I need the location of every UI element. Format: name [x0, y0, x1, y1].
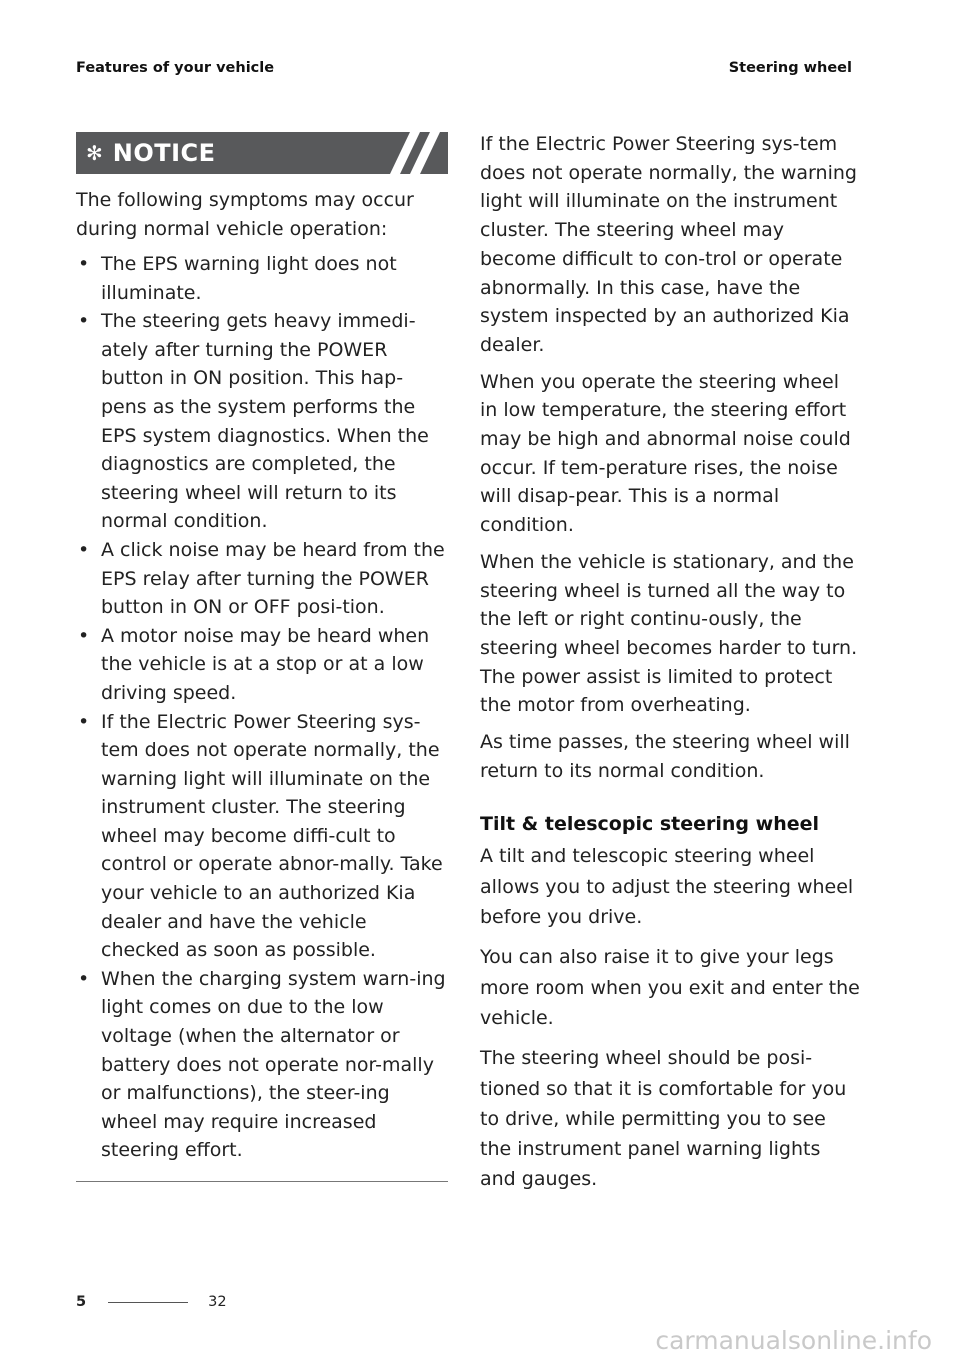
- body-paragraph: As time passes, the steering wheel will return to its normal condition.: [480, 731, 850, 782]
- body-paragraph: If the Electric Power Steering sys-tem does not operate normally, the warning light will illuminate on the instrument cluster. The steering wheel may become difficult to con-trol or operate abnormally. In this case, have the system inspected by an authorized Kia dealer.: [480, 133, 857, 356]
- body-text-column: [480, 130, 860, 1205]
- running-header-topic: Steering wheel: [728, 60, 852, 76]
- page-number: 32: [208, 1294, 227, 1310]
- body-paragraph: The steering wheel should be posi-tioned so that it is comfortable for you to drive, while permitting you to see the instrument panel warning lights and gauges.: [480, 1047, 847, 1191]
- list-item: • When the charging system warn-ing light comes on due to the low voltage (when the alternator or battery does not operate nor-mally or malfunctions), the steer-ing wheel may require increased steering effort.: [78, 967, 446, 1162]
- body-paragraph: A tilt and telescopic steering wheel allows you to adjust the steering wheel before you drive.: [480, 845, 854, 929]
- list-item: • A motor noise may be heard when the vehicle is at a stop or at a low driving speed.: [78, 624, 430, 704]
- list-item: • A click noise may be heard from the EPS relay after turning the POWER button in ON or OFF posi-tion.: [78, 538, 445, 619]
- notice-intro: The following symptoms may occur during normal vehicle operation:: [76, 189, 414, 240]
- running-header-section: Features of your vehicle: [76, 60, 275, 76]
- section-heading: Tilt & telescopic steering wheel: [480, 813, 820, 836]
- body-paragraph: When the vehicle is stationary, and the steering wheel is turned all the way to the left or right continu-ously, the steering wheel becomes harder to turn. The power assist is limited to protect the motor from overheating.: [480, 550, 858, 717]
- asterisk-icon: ✻: [86, 141, 103, 165]
- list-item: • If the Electric Power Steering sys-tem does not operate normally, the warning light will illuminate on the instrument cluster. The steering wheel may become diffi-cult to control or operate abnor-mally. Take your vehicle to an authorized Kia dealer and have the vehicle checked as soon as possible.: [78, 710, 443, 962]
- chapter-number: 5: [76, 1294, 87, 1310]
- footer-rule: [108, 1302, 188, 1303]
- notice-banner: [76, 132, 448, 174]
- body-paragraph: You can also raise it to give your legs more room when you exit and enter the vehicle.: [480, 946, 860, 1029]
- notice-divider: [76, 1181, 448, 1182]
- body-paragraph: When you operate the steering wheel in low temperature, the steering effort may be high and abnormal noise could occur. If tem-perature rises, the noise will disap-pear. This is a normal condition.: [480, 370, 851, 537]
- diagonal-stripes-icon: [376, 132, 448, 174]
- list-item: • The EPS warning light does not illuminate.: [78, 253, 397, 304]
- notice-bullet-list: [76, 250, 448, 1165]
- list-item: • The steering gets heavy immedi-ately after turning the POWER button in ON position. This hap-pens as the system performs the EPS system diagnostics. When the diagnostics are completed, the steering wheel will return to its normal condition.: [78, 310, 429, 533]
- watermark: carmanualsonline.info: [655, 1326, 932, 1355]
- notice-title: NOTICE: [112, 139, 216, 167]
- notice-box: [76, 132, 448, 1182]
- page-footer: [76, 1294, 227, 1310]
